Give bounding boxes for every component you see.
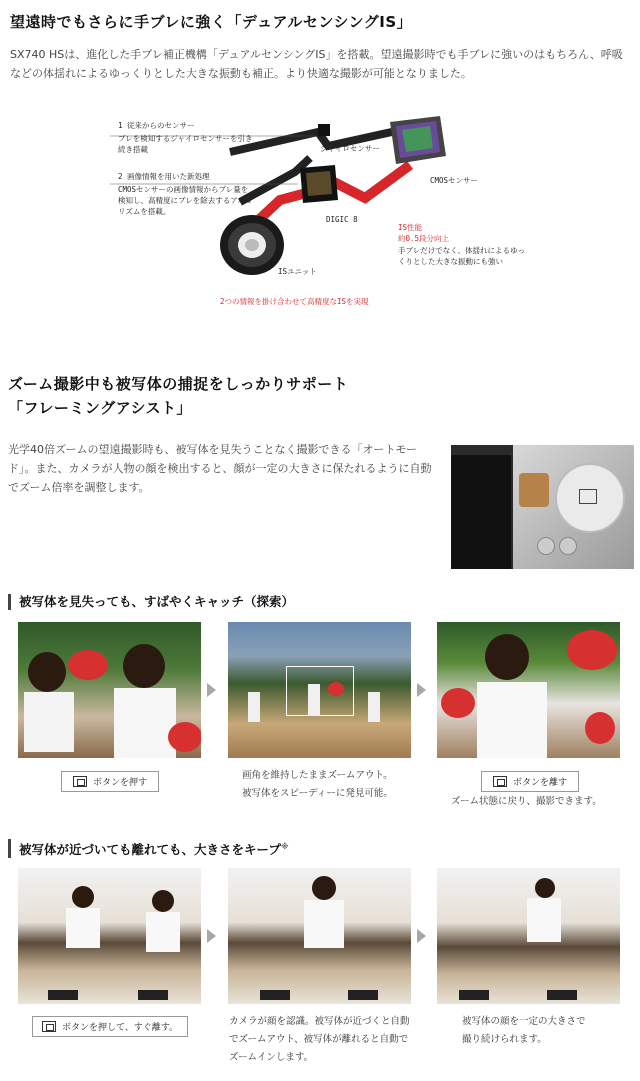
- keep-caption-3: 被写体の顔を一定の大きさで 撮り続けられます。: [462, 1016, 586, 1045]
- diagram-label2-body: CMOSセンサーの画像情報からブレ量を検知し、高精度にブレを除去するアルゴリズムを搭載。: [118, 185, 253, 216]
- diagram-label1-body: ブレを検知するジャイロセンサーを引き続き搭載: [118, 134, 253, 154]
- subheading-keep-size-text: 被写体が近づいても離れても、大きさをキープ: [19, 842, 281, 858]
- framing-assist-icon: [493, 776, 507, 787]
- keep-photo-2: [228, 868, 411, 1004]
- search-caption-2: 画角を維持したままズームアウト。 被写体をスピーディーに発見可能。: [242, 770, 393, 799]
- diagram-perf-body: 手ブレだけでなく、体揺れによるゆっくりとした大きな振動にも強い: [398, 246, 525, 266]
- section-title-framing-assist-line1: ズーム撮影中も被写体の捕捉をしっかりサポート: [8, 375, 349, 393]
- arrow-right-icon: [207, 683, 216, 697]
- diagram-cmos-label: CMOSセンサー: [430, 176, 479, 185]
- subheading-keep-size: [8, 839, 289, 858]
- search-photo-3: [437, 622, 620, 758]
- framing-assist-icon: [73, 776, 87, 787]
- diagram-summary: 2つの情報を掛け合わせて高精度なISを実現: [220, 297, 369, 306]
- digic-chip-graphic: [300, 165, 338, 203]
- section-body-dual-sensing-is: SX740 HSは、進化した手ブレ補正機構「デュアルセンシングIS」を搭載。望遠撮影時でも手ブレに強いのはもちろん、呼吸などの体揺れによるゆっくりとした大きな振動も補正。より快適な撮影が可能となりました。: [10, 48, 623, 80]
- release-button-text: ボタンを離す: [512, 778, 567, 788]
- diagram-perf-title: IS性能 約0.5段分向上: [398, 223, 450, 243]
- search-photo-1: [18, 622, 201, 758]
- press-button-label: [61, 771, 159, 792]
- framing-assist-icon: [42, 1021, 56, 1032]
- arrow-right-icon: [417, 683, 426, 697]
- subheading-note-mark: ※: [280, 842, 289, 851]
- arrow-right-icon: [417, 929, 426, 943]
- section-body-framing-assist: 光学40倍ズームの望遠撮影時も、被写体を見失うことなく撮影できる「オートモード」。また、カメラが人物の顔を検出すると、顔が一定の大きさに保たれるように自動でズーム倍率を調整します。: [8, 443, 432, 494]
- framing-assist-button-icon: [579, 489, 597, 504]
- framing-box: [286, 666, 354, 716]
- diagram-digic-label: DIGIC 8: [326, 215, 358, 224]
- is-unit-graphic: [220, 215, 284, 275]
- press-and-release-button-label: [32, 1016, 188, 1037]
- diagram-label1-title: 1 従来からのセンサー: [118, 121, 195, 130]
- keep-caption-2: カメラが顔を認識。被写体が近づくと自動でズームアウト、被写体が離れると自動でズームインします。: [229, 1016, 410, 1063]
- section-title-framing-assist-line2: 「フレーミングアシスト」: [8, 399, 193, 417]
- keep-photo-1: [18, 868, 201, 1004]
- section-title-dual-sensing-is: 望遠時でもさらに手ブレに強く「デュアルセンシングIS」: [10, 13, 413, 31]
- search-photo-2: [228, 622, 411, 758]
- camera-closeup-image: [451, 445, 634, 569]
- subheading-search: 被写体を見失っても、すばやくキャッチ（探索）: [8, 594, 294, 610]
- diagram-label2-title: 2 画像情報を用いた新処理: [118, 172, 210, 181]
- diagram-is-unit-label: ISユニット: [278, 267, 317, 276]
- arrow-right-icon: [207, 929, 216, 943]
- search-caption-3: ズーム状態に戻り、撮影できます。: [451, 796, 602, 807]
- cmos-sensor-graphic: [390, 116, 446, 164]
- diagram-gyro-label: ジャイロセンサー: [320, 144, 380, 153]
- press-button-text: ボタンを押す: [92, 778, 147, 788]
- release-button-label: [481, 771, 579, 792]
- keep-photo-3: [437, 868, 620, 1004]
- press-and-release-text: ボタンを押して、すぐ離す。: [61, 1023, 179, 1033]
